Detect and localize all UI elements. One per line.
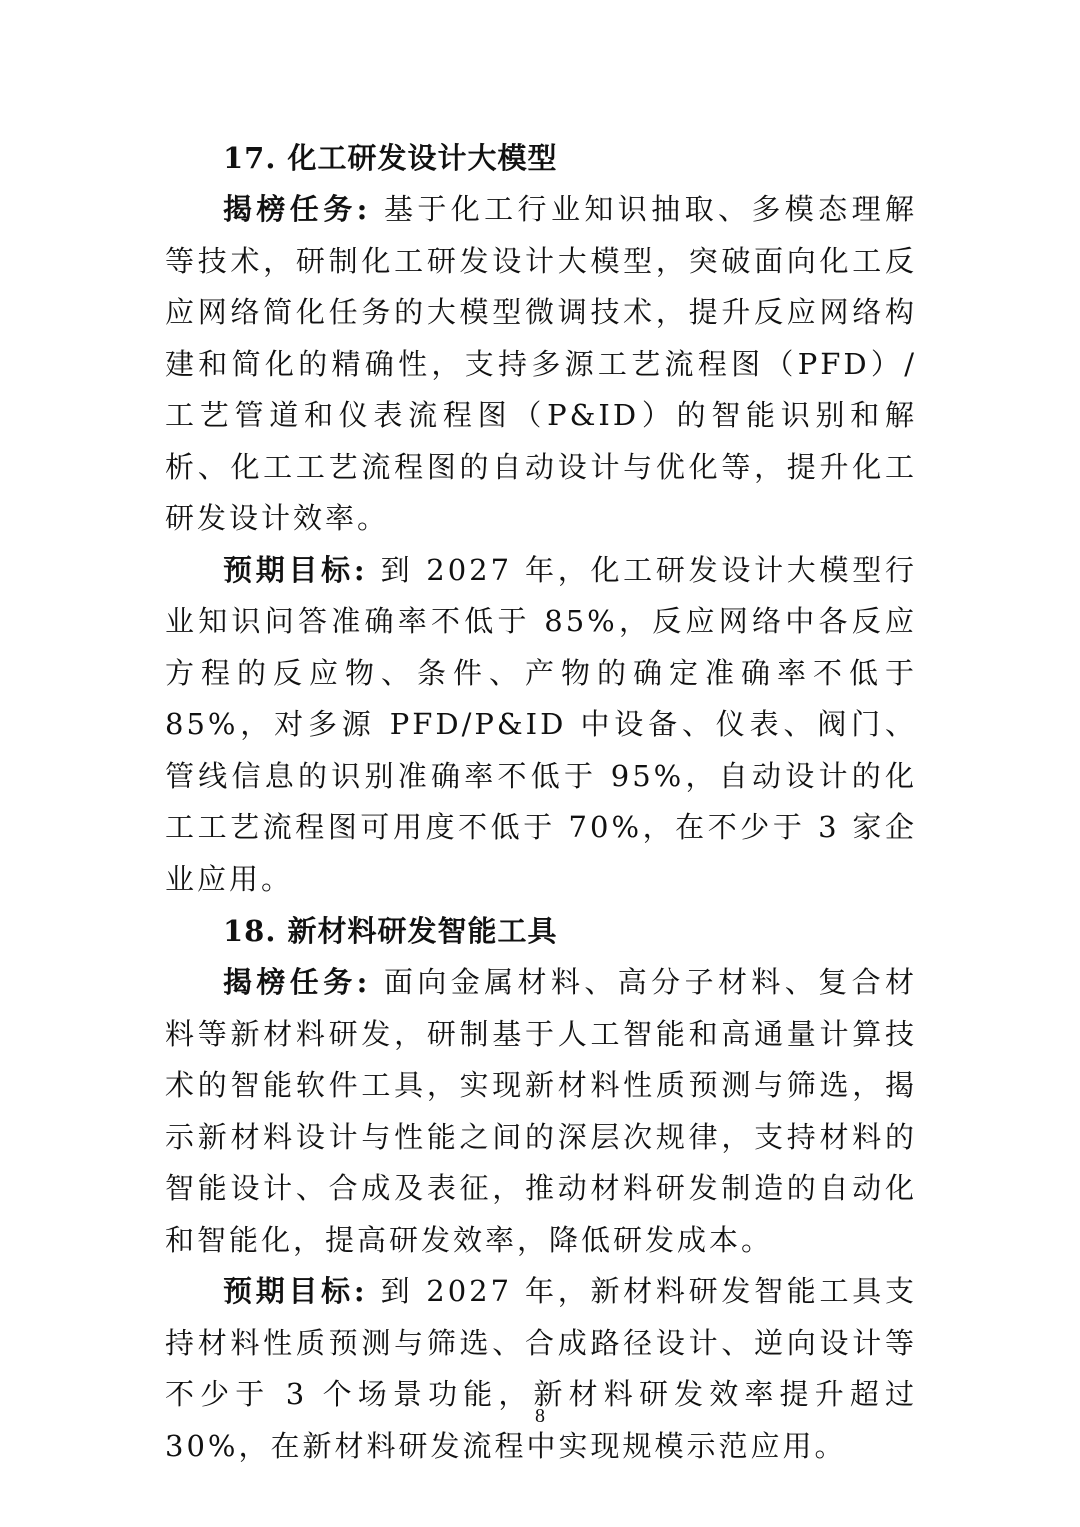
task-label: 揭榜任务: bbox=[223, 192, 371, 226]
section-17-heading: 17. 化工研发设计大模型 bbox=[223, 141, 558, 175]
task-text: 基于化工行业知识抽取、多模态理解等技术，研制化工研发设计大模型，突破面向化工反应网络简化任务的大模型微调技术，提升反应网络构建和简化的精确性，支持多源工艺流程图（PFD）/工艺管道和仪表流程图（P&ID）的智能识别和解析、化工工艺流程图的自动设计与优化等，提升化工研发设计效率。 bbox=[165, 192, 917, 535]
section-18-task-paragraph bbox=[165, 957, 917, 1266]
section-18-heading: 18. 新材料研发智能工具 bbox=[223, 914, 558, 948]
goal-label: 预期目标: bbox=[223, 552, 368, 587]
page-number: 8 bbox=[535, 1405, 545, 1427]
section-18-goal-paragraph bbox=[165, 1266, 917, 1472]
section-17-goal-paragraph bbox=[165, 545, 917, 906]
goal-text: 到 2027 年，新材料研发智能工具支持材料性质预测与筛选、合成路径设计、逆向设计等不少于 3 个场景功能，新材料研发效率提升超过 30%，在新材料研发流程中实现规模示范应用。 bbox=[165, 1274, 917, 1463]
goal-text: 到 2027 年，化工研发设计大模型行业知识问答准确率不低于 85%，反应网络中各反应方程的反应物、条件、产物的确定准确率不低于 85%，对多源 PFD/P&ID 中设备、仪表、阀门、管线信息的识别准确率不低于 95%，自动设计的化工工艺流程图可用度不低于 70%，在不少于 3 家企业应用。 bbox=[165, 552, 917, 896]
task-text: 面向金属材料、高分子材料、复合材料等新材料研发，研制基于人工智能和高通量计算技术的智能软件工具，实现新材料性质预测与筛选，揭示新材料设计与性能之间的深层次规律，支持材料的智能设计、合成及表征，推动材料研发制造的自动化和智能化，提高研发效率，降低研发成本。 bbox=[165, 965, 917, 1257]
goal-label: 预期目标: bbox=[223, 1274, 368, 1308]
section-17-task-paragraph bbox=[165, 184, 917, 545]
task-label: 揭榜任务: bbox=[223, 965, 371, 999]
page-content bbox=[165, 132, 917, 1472]
